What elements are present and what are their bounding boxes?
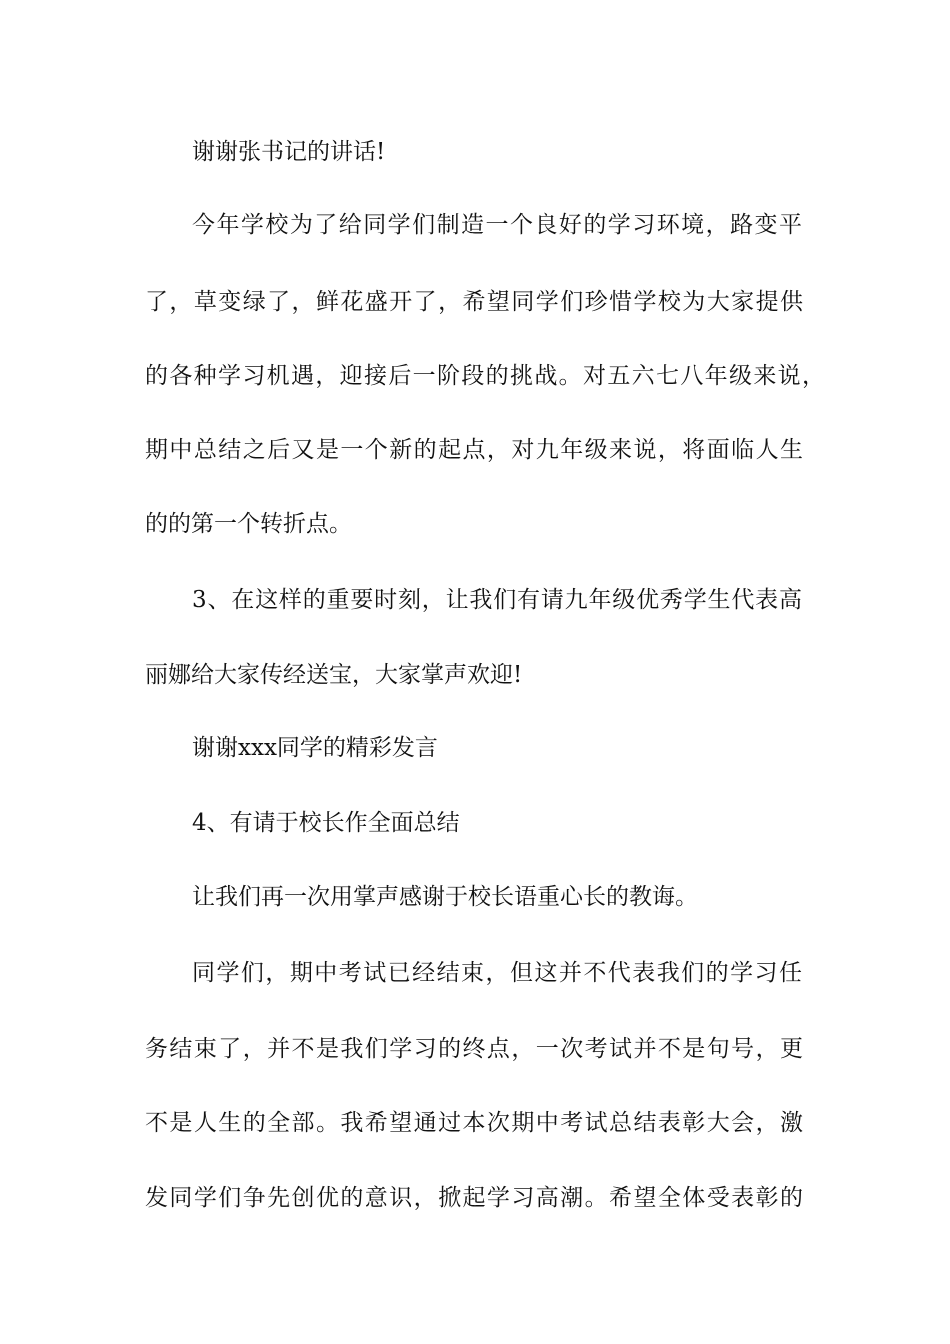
text-line: 期中总结之后又是一个新的起点，对九年级来说，将面临人生 bbox=[145, 437, 803, 463]
text-line: 谢谢xxx同学的精彩发言 bbox=[192, 735, 438, 761]
text-line: 今年学校为了给同学们制造一个良好的学习环境，路变平 bbox=[192, 212, 802, 238]
text-line: 了，草变绿了，鲜花盛开了，希望同学们珍惜学校为大家提供 bbox=[145, 289, 803, 315]
text-line: 的的第一个转折点。 bbox=[145, 511, 352, 537]
text-line: 让我们再一次用掌声感谢于校长语重心长的教诲。 bbox=[192, 884, 698, 910]
text-line: 谢谢张书记的讲话! bbox=[192, 139, 386, 165]
text-line: 务结束了，并不是我们学习的终点，一次考试并不是句号，更 bbox=[145, 1036, 803, 1062]
text-line: 不是人生的全部。我希望通过本次期中考试总结表彰大会，激 bbox=[145, 1110, 803, 1136]
text-line: 的各种学习机遇，迎接后一阶段的挑战。对五六七八年级来说， bbox=[145, 363, 825, 389]
text-line: 发同学们争先创优的意识，掀起学习高潮。希望全体受表彰的 bbox=[145, 1185, 803, 1211]
text-line: 同学们，期中考试已经结束，但这并不代表我们的学习任 bbox=[192, 960, 802, 986]
text-line: 4、有请于校长作全面总结 bbox=[192, 810, 460, 836]
text-line: 3、在这样的重要时刻，让我们有请九年级优秀学生代表高 bbox=[192, 587, 802, 613]
text-line: 丽娜给大家传经送宝，大家掌声欢迎! bbox=[145, 662, 523, 688]
